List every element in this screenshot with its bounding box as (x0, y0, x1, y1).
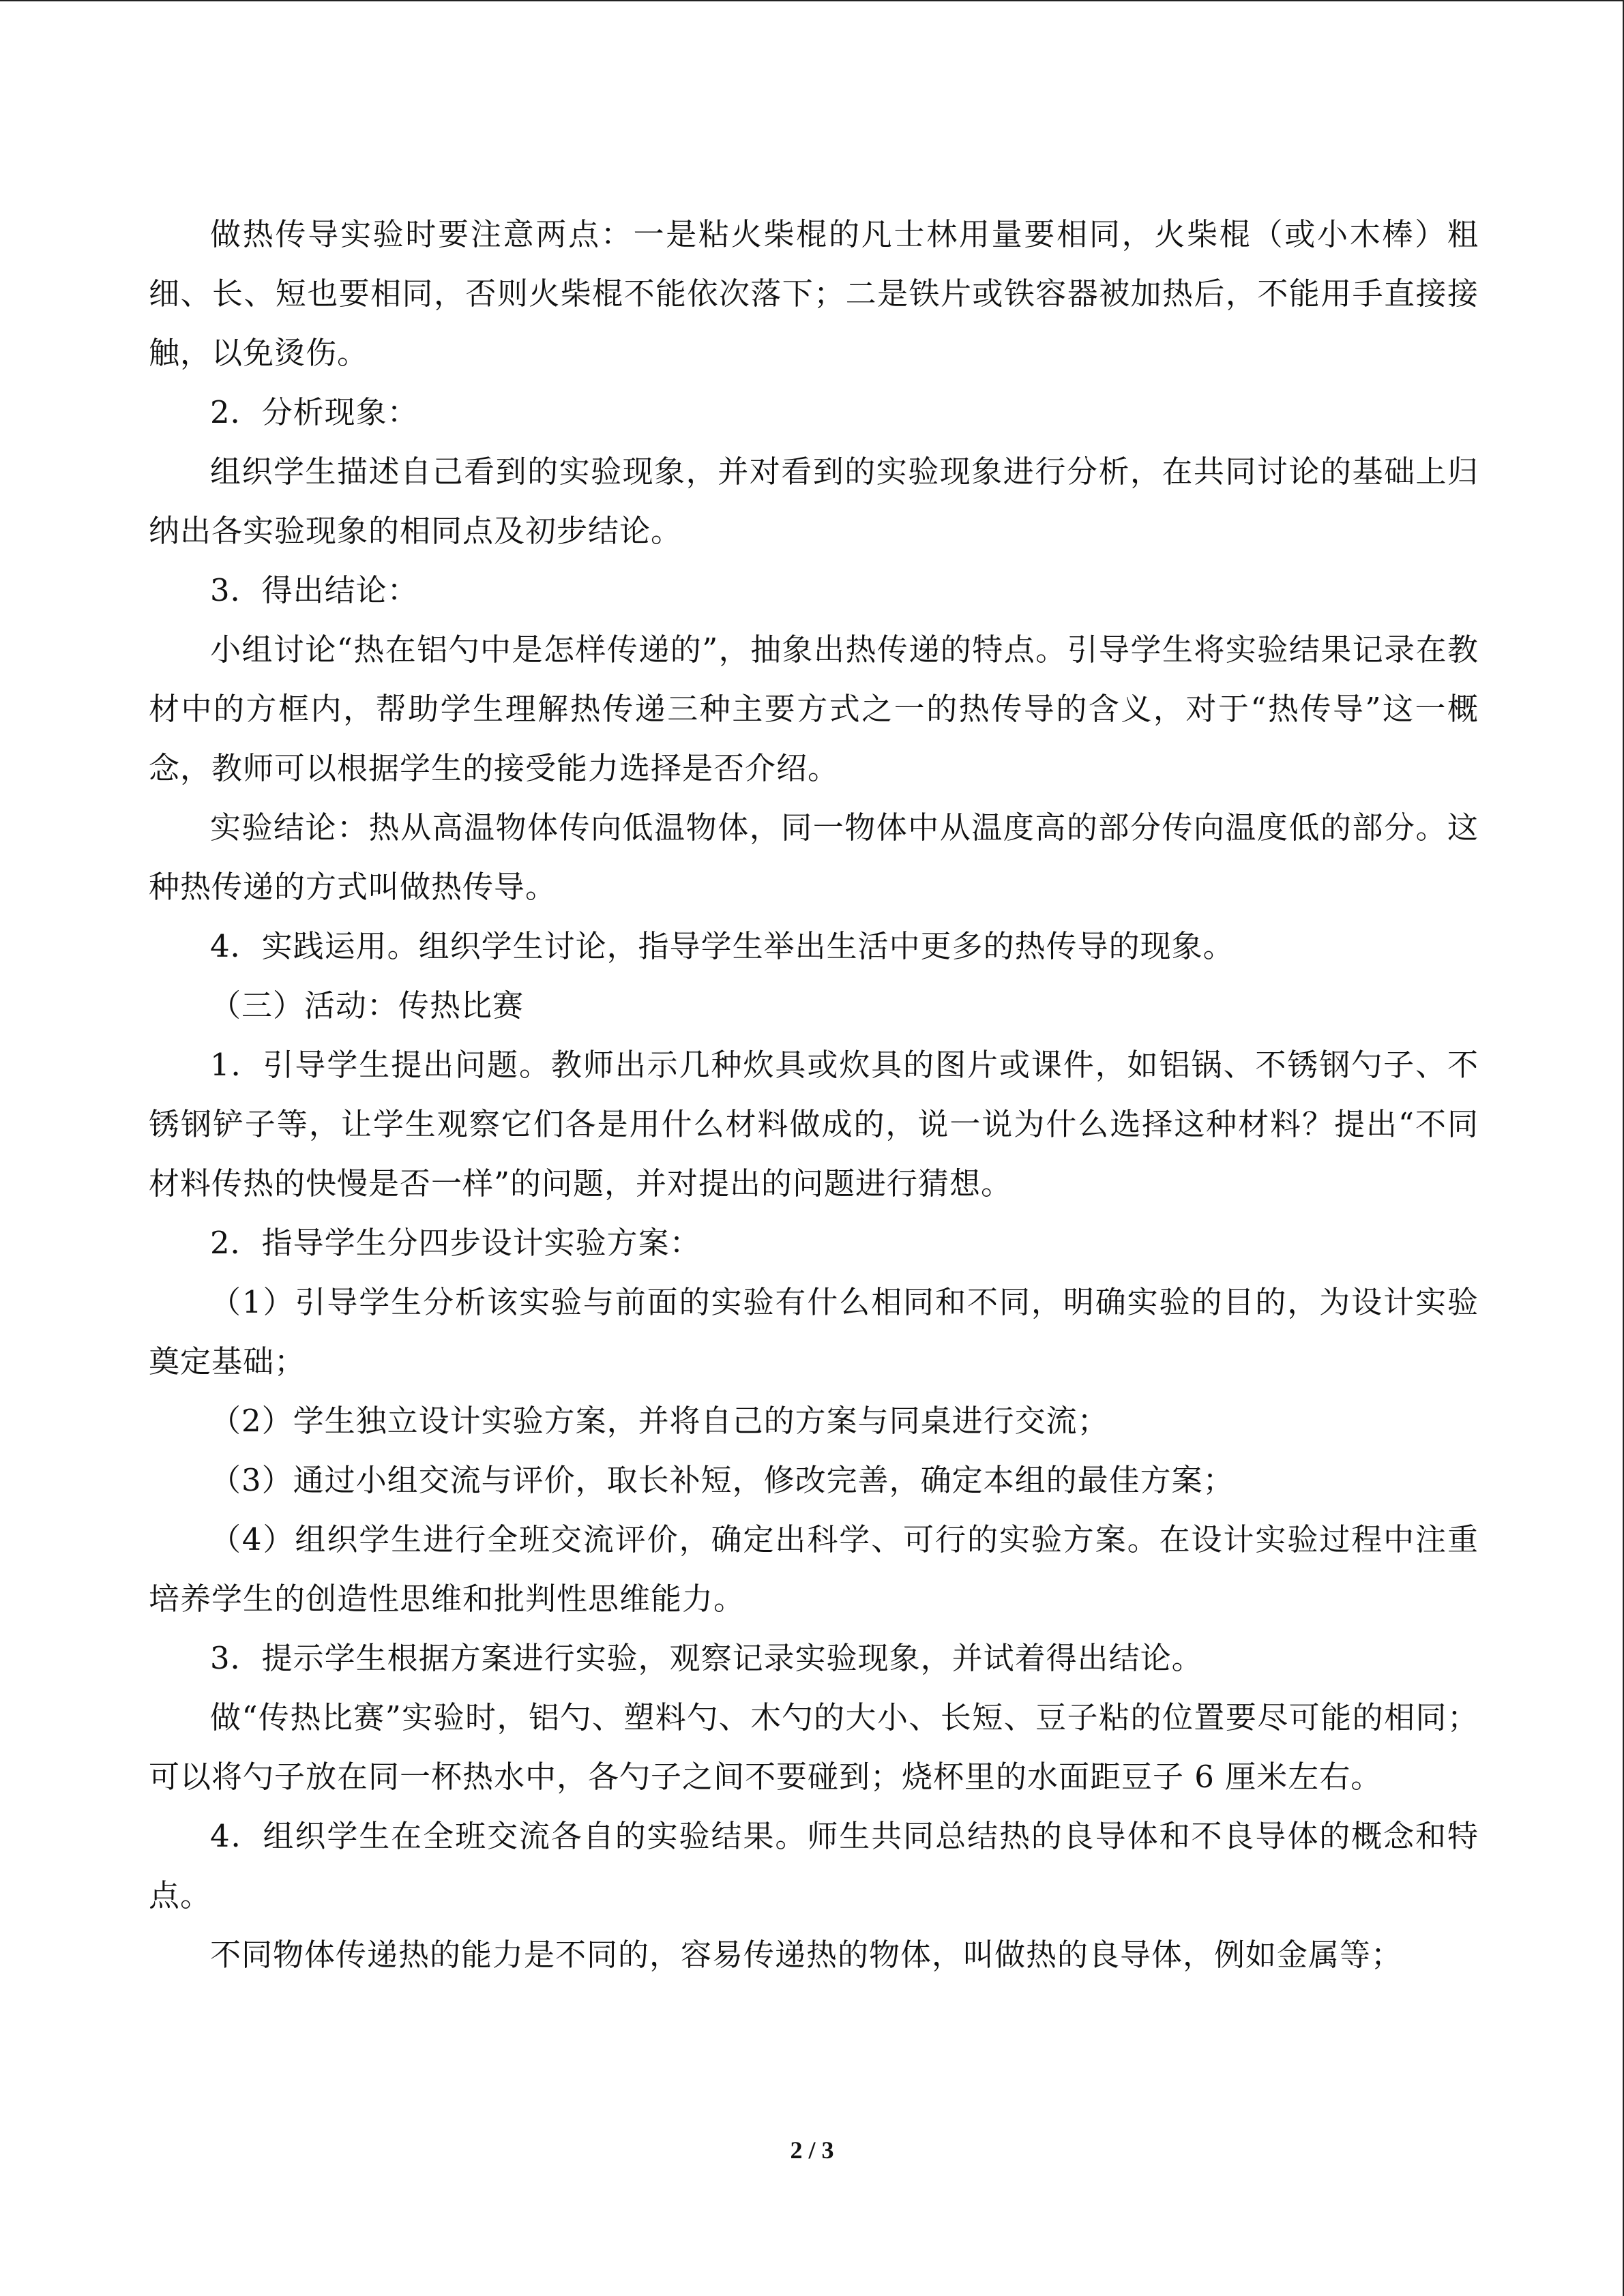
paragraph: 小组讨论“热在铝勺中是怎样传递的”，抽象出热传递的特点。引导学生将实验结果记录在教材中的方框内，帮助学生理解热传递三种主要方式之一的热传导的含义，对于“热传导”这一概念，教师可以根据学生的接受能力选择是否介绍。 (149, 631, 1479, 786)
paragraph: 4．组织学生在全班交流各自的实验结果。师生共同总结热的良导体和不良导体的概念和特点。 (149, 1818, 1479, 1913)
paragraph: 做“传热比赛”实验时，铝勺、塑料勺、木勺的大小、长短、豆子粘的位置要尽可能的相同；可以将勺子放在同一杯热水中，各勺子之间不要碰到；烧杯里的水面距豆子 6 厘米左右。 (149, 1699, 1479, 1795)
paragraph: 实验结论：热从高温物体传向低温物体，同一物体中从温度高的部分传向温度低的部分。这种热传递的方式叫做热传导。 (149, 809, 1479, 905)
paragraph: 组织学生描述自己看到的实验现象，并对看到的实验现象进行分析，在共同讨论的基础上归纳出各实验现象的相同点及初步结论。 (149, 453, 1479, 549)
paragraph: 4．实践运用。组织学生讨论，指导学生举出生活中更多的热传导的现象。 (210, 928, 1235, 964)
page-number: 2 / 3 (790, 2136, 834, 2164)
document-body (149, 205, 1479, 1984)
list-item: （1）引导学生分析该实验与前面的实验有什么相同和不同，明确实验的目的，为设计实验奠定基础； (149, 1284, 1479, 1380)
paragraph: 3．提示学生根据方案进行实验，观察记录实验现象，并试着得出结论。 (210, 1640, 1203, 1676)
list-item: （2）学生独立设计实验方案，并将自己的方案与同桌进行交流； (210, 1403, 1109, 1439)
list-item: （3）通过小组交流与评价，取长补短，修改完善，确定本组的最佳方案； (210, 1462, 1235, 1498)
paragraph: 1．引导学生提出问题。教师出示几种炊具或炊具的图片或课件，如铝锅、不锈钢勺子、不锈钢铲子等，让学生观察它们各是用什么材料做成的，说一说为什么选择这种材料？提出“不同材料传热的快慢是否一样”的问题，并对提出的问题进行猜想。 (149, 1047, 1479, 1202)
section-heading: 2．分析现象： (210, 394, 419, 430)
paragraph: 不同物体传递热的能力是不同的，容易传递热的物体，叫做热的良导体，例如金属等； (210, 1937, 1403, 1973)
section-heading: （三）活动：传热比赛 (210, 987, 525, 1024)
section-heading: 3．得出结论： (210, 572, 419, 608)
list-item: （4）组织学生进行全班交流评价，确定出科学、可行的实验方案。在设计实验过程中注重培养学生的创造性思维和批判性思维能力。 (149, 1521, 1479, 1617)
paragraph: 做热传导实验时要注意两点：一是粘火柴棍的凡士林用量要相同，火柴棍（或小木棒）粗细、长、短也要相同，否则火柴棍不能依次落下；二是铁片或铁容器被加热后，不能用手直接接触，以免烫伤。 (149, 216, 1479, 371)
section-heading: 2．指导学生分四步设计实验方案： (210, 1225, 701, 1261)
